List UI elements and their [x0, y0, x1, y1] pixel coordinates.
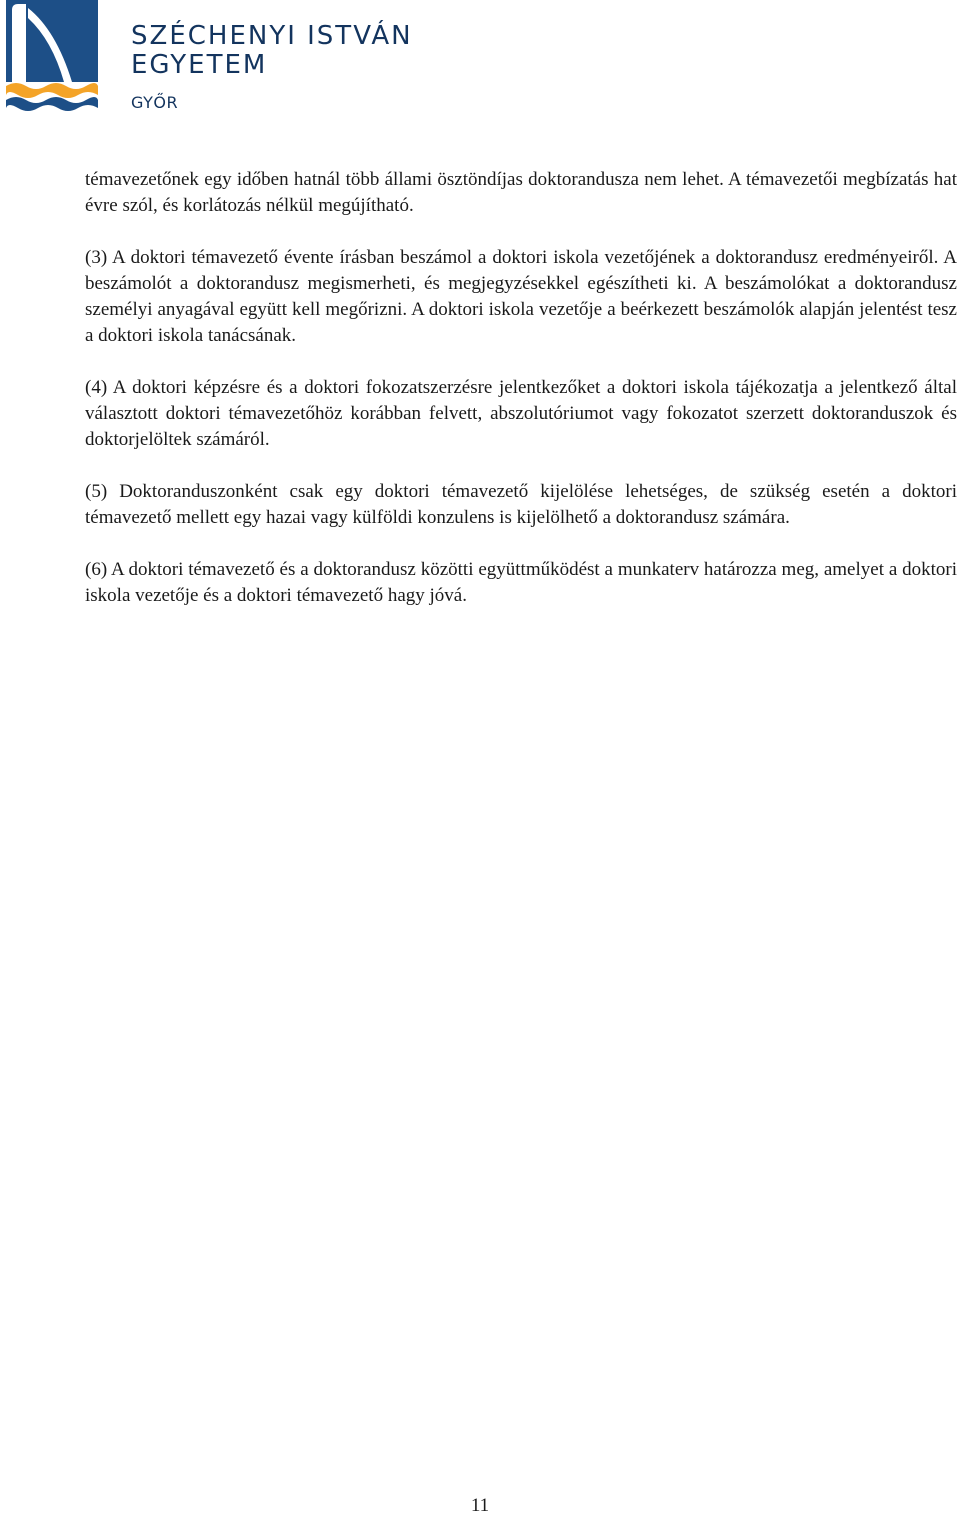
university-name-line2: EGYETEM: [131, 50, 268, 80]
university-logo-icon: [6, 0, 98, 112]
paragraph: (4) A doktori képzésre és a doktori fokozatszerzésre jelentkezőket a doktori iskola tájékozatja a jelentkező által választott doktori témavezetőhöz korábban felvett, abszolutóriumot vagy fokozatot szerzett doktoranduszok és doktorjelöltek számáról.: [85, 377, 957, 450]
document-body: [85, 167, 957, 635]
university-name-line1: SZÉCHENYI ISTVÁN: [131, 21, 413, 51]
paragraph: témavezetőnek egy időben hatnál több állami ösztöndíjas doktorandusza nem lehet. A témavezetői megbízatás hat évre szól, és korlátozás nélkül megújítható.: [85, 169, 957, 216]
page-number: 11: [470, 1495, 490, 1516]
page-header: [0, 0, 960, 130]
university-name: [131, 22, 413, 112]
paragraph: (6) A doktori témavezető és a doktorandusz közötti együttműködést a munkaterv határozza meg, amelyet a doktori iskola vezetője és a doktori témavezető hagy jóvá.: [85, 559, 957, 606]
paragraph: (3) A doktori témavezető évente írásban beszámol a doktori iskola vezetőjének a doktorandusz eredményeiről. A beszámolót a doktorandusz megismerheti, és megjegyzésekkel egészítheti ki. A beszámolókat a doktorandusz személyi anyagával együtt kell megőrizni. A doktori iskola vezetője a beérkezett beszámolók alapján jelentést tesz a doktori iskola tanácsának.: [85, 247, 957, 346]
university-city: GYŐR: [131, 93, 179, 112]
paragraph: (5) Doktoranduszonként csak egy doktori témavezető kijelölése lehetséges, de szükség esetén a doktori témavezető mellett egy hazai vagy külföldi konzulens is kijelölhető a doktorandusz számára.: [85, 481, 957, 528]
